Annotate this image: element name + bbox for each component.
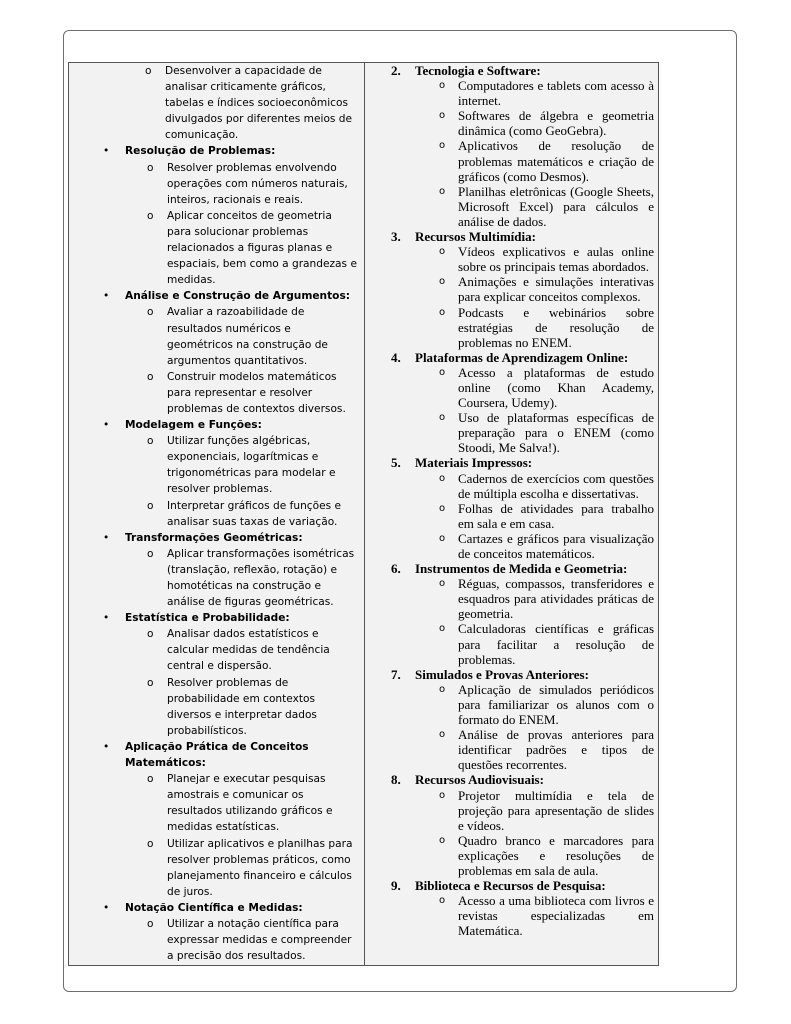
section-item — [73, 530, 358, 610]
sub-bullet-icon: o — [439, 834, 446, 846]
item-text: Computadores e tablets com acesso à internet. — [458, 78, 654, 109]
section-heading: Instrumentos de Medida e Geometria: — [415, 561, 628, 577]
list-item — [365, 108, 654, 138]
item-text: Calculadoras científicas e gráficas para facilitar a resolução de problemas. — [458, 621, 654, 667]
item-text: Planejar e executar pesquisas amostrais e comunicar os resultados utilizando gráficos e medidas estatísticas. — [167, 773, 333, 834]
list-item — [125, 836, 358, 900]
item-text: Resolver problemas envolvendo operações com números naturais, inteiros, racionais e reais. — [167, 161, 348, 206]
item-text: Softwares de álgebra e geometria dinâmica (como GeoGebra). — [458, 108, 654, 139]
sub-list — [365, 576, 654, 667]
section-heading: Plataformas de Aprendizagem Online: — [415, 349, 629, 365]
sub-list — [365, 365, 654, 456]
item-text: Uso de plataformas específicas de preparação para o ENEM (como Stoodi, Me Salva!). — [458, 410, 654, 456]
list-item — [365, 78, 654, 108]
item-text: Interpretar gráficos de funções e analisar suas taxas de variação. — [167, 499, 342, 528]
section-item — [73, 417, 358, 530]
list-item — [365, 833, 654, 878]
item-text: Cadernos de exercícios com questões de múltipla escolha e dissertativas. — [458, 470, 654, 501]
sub-bullet-icon: o — [439, 366, 446, 378]
list-item — [365, 244, 654, 274]
section-number: 5. — [391, 455, 401, 471]
document-table — [68, 62, 659, 966]
sub-list — [125, 771, 358, 900]
list-item — [365, 576, 654, 621]
item-text: Acesso a plataformas de estudo online (como Khan Academy, Coursera, Udemy). — [458, 364, 654, 411]
item-text: Resolver problemas de probabilidade em contextos diversos e interpretar dados probabilísticos. — [167, 676, 317, 737]
right-column — [365, 63, 658, 965]
list-item — [125, 771, 358, 835]
section-number: 8. — [391, 772, 401, 788]
sub-list — [125, 433, 358, 530]
section-item — [73, 143, 358, 288]
sub-bullet-icon: o — [147, 435, 154, 448]
section-heading: Recursos Audiovisuais: — [415, 772, 544, 788]
left-column — [69, 63, 365, 965]
section-heading: Transformações Geométricas: — [125, 531, 303, 544]
bullet-icon: • — [103, 290, 110, 303]
section-number: 6. — [391, 561, 401, 577]
sub-bullet-icon: o — [147, 837, 154, 850]
sub-bullet-icon: o — [439, 246, 446, 258]
sub-bullet-icon: o — [439, 729, 446, 741]
list-item — [365, 305, 654, 350]
numbered-section — [365, 772, 654, 878]
list-item — [365, 274, 654, 304]
numbered-section — [365, 667, 654, 773]
sub-bullet-icon: o — [145, 65, 152, 77]
sub-bullet-icon: o — [439, 110, 446, 122]
sub-bullet-icon: o — [147, 676, 154, 689]
item-text: Analisar dados estatísticos e calcular medidas de tendência central e dispersão. — [167, 628, 330, 673]
numbered-section — [365, 878, 654, 938]
section-number: 7. — [391, 666, 401, 682]
section-heading: Recursos Multimídia: — [415, 229, 536, 245]
item-text: Utilizar funções algébricas, exponenciais, logarítmicas e trigonométricas para modelar e resolver problemas. — [167, 435, 336, 496]
list-item — [365, 410, 654, 455]
sub-bullet-icon: o — [147, 161, 154, 174]
section-heading: Biblioteca e Recursos de Pesquisa: — [415, 878, 606, 894]
sub-list — [365, 471, 654, 562]
sub-bullet-icon: o — [147, 917, 154, 930]
numbered-section — [365, 561, 654, 667]
list-item — [73, 63, 358, 143]
item-text: Planilhas eletrônicas (Google Sheets, Microsoft Excel) para cálculos e análise de dados. — [458, 183, 654, 229]
item-text: Construir modelos matemáticos para representar e resolver problemas de contextos diversos. — [167, 370, 346, 415]
list-item — [365, 682, 654, 727]
item-text: Utilizar a notação científica para expressar medidas e compreender a precisão dos resultados. — [167, 917, 352, 963]
bullet-icon: • — [103, 740, 110, 753]
list-item — [365, 365, 654, 410]
item-text: Avaliar a razoabilidade de resultados numéricos e geométricos na construção de argumentos quantitativos. — [167, 306, 328, 367]
section-item — [73, 900, 358, 964]
sub-bullet-icon: o — [439, 472, 446, 484]
sub-list — [365, 244, 654, 350]
list-item — [125, 916, 358, 964]
list-item — [125, 433, 358, 497]
section-item — [73, 288, 358, 417]
item-text: Vídeos explicativos e aulas online sobre os principais temas abordados. — [458, 244, 654, 275]
sub-bullet-icon: o — [439, 185, 446, 197]
sub-bullet-icon: o — [147, 370, 154, 383]
numbered-section — [365, 455, 654, 561]
sub-list — [125, 304, 358, 417]
list-item — [125, 304, 358, 368]
item-text: Utilizar aplicativos e planilhas para resolver problemas práticos, como planejamento financeiro e cálculos de juros. — [167, 837, 353, 898]
section-heading: Resolução de Problemas: — [125, 145, 276, 158]
list-item — [365, 184, 654, 229]
section-heading: Tecnologia e Software: — [415, 63, 541, 78]
sub-bullet-icon: o — [439, 895, 446, 907]
item-text: Aplicar transformações isométricas (translação, reflexão, rotação) e homotéticas na construção e análise de figuras geométricas. — [167, 547, 355, 609]
list-item — [125, 160, 358, 208]
sub-bullet-icon: o — [439, 502, 446, 514]
list-item — [365, 471, 654, 501]
section-heading: Análise e Construção de Argumentos: — [125, 290, 350, 303]
section-number: 2. — [391, 63, 401, 78]
sub-list — [125, 916, 358, 964]
sub-bullet-icon: o — [439, 412, 446, 424]
list-item — [365, 138, 654, 183]
section-heading: Simulados e Provas Anteriores: — [415, 666, 589, 682]
list-item — [365, 788, 654, 833]
sub-list — [125, 546, 358, 610]
continued-list — [73, 63, 358, 143]
numbered-section — [365, 229, 654, 350]
sub-list — [365, 78, 654, 229]
section-number: 9. — [391, 878, 401, 894]
section-number: 4. — [391, 349, 401, 365]
item-text: Cartazes e gráficos para visualização de conceitos matemáticos. — [458, 530, 654, 561]
list-item — [125, 498, 358, 530]
numbered-section — [365, 63, 654, 229]
item-text: Quadro branco e marcadores para explicações e resoluções de problemas em sala de aula. — [458, 832, 654, 878]
list-item — [125, 208, 358, 288]
sub-list — [125, 160, 358, 289]
left-section-list — [73, 143, 358, 964]
list-item — [125, 675, 358, 739]
list-item — [365, 531, 654, 561]
sub-bullet-icon: o — [147, 773, 154, 786]
sub-bullet-icon: o — [147, 209, 154, 222]
bullet-icon: • — [103, 145, 110, 158]
item-text: Acesso a uma biblioteca com livros e revistas especializadas em Matemática. — [458, 893, 654, 939]
list-item — [365, 501, 654, 531]
item-text: Podcasts e webinários sobre estratégias de resolução de problemas no ENEM. — [458, 304, 654, 350]
list-item — [125, 546, 358, 610]
right-section-list — [365, 63, 654, 938]
list-item — [365, 893, 654, 938]
sub-bullet-icon: o — [439, 623, 446, 635]
list-item — [365, 727, 654, 772]
bullet-icon: • — [103, 612, 110, 625]
sub-list — [125, 626, 358, 739]
section-heading: Aplicação Prática de Conceitos Matemáticos: — [125, 740, 309, 770]
item-text: Réguas, compassos, transferidores e esquadros para atividades práticas de geometria. — [458, 576, 654, 622]
sub-bullet-icon: o — [147, 628, 154, 641]
sub-bullet-icon: o — [147, 306, 154, 319]
section-item — [73, 739, 358, 900]
sub-bullet-icon: o — [439, 578, 446, 590]
sub-list — [365, 788, 654, 879]
item-text: Projetor multimídia e tela de projeção para apresentação de slides e vídeos. — [458, 787, 654, 833]
section-heading: Notação Científica e Medidas: — [125, 901, 303, 914]
sub-bullet-icon: o — [439, 683, 446, 695]
item-text: Animações e simulações interativas para explicar conceitos complexos. — [458, 274, 654, 305]
sub-bullet-icon: o — [439, 140, 446, 152]
bullet-icon: • — [103, 531, 110, 544]
item-text: Aplicação de simulados periódicos para familiarizar os alunos com o formato do ENEM. — [458, 681, 654, 728]
sub-list — [365, 682, 654, 773]
item-text: Análise de provas anteriores para identificar padrões e tipos de questões recorrentes. — [458, 727, 654, 773]
numbered-section — [365, 350, 654, 456]
sub-bullet-icon: o — [439, 306, 446, 318]
item-text: Desenvolver a capacidade de analisar criticamente gráficos, tabelas e índices socioeconômicos divulgados por diferentes meios de comunicação. — [165, 65, 353, 142]
list-item — [125, 369, 358, 417]
sub-list — [365, 893, 654, 938]
item-text: Aplicativos de resolução de problemas matemáticos e criação de gráficos (como Desmos). — [458, 138, 654, 184]
section-heading: Estatística e Probabilidade: — [125, 612, 290, 625]
sub-bullet-icon: o — [147, 547, 154, 560]
section-item — [73, 610, 358, 739]
sub-bullet-icon: o — [439, 789, 446, 801]
sub-bullet-icon: o — [439, 80, 446, 92]
sub-bullet-icon: o — [147, 499, 154, 512]
item-text: Folhas de atividades para trabalho em sala e em casa. — [458, 500, 654, 531]
bullet-icon: • — [103, 419, 110, 432]
list-item — [365, 621, 654, 666]
section-heading: Modelagem e Funções: — [125, 419, 262, 432]
section-heading: Materiais Impressos: — [415, 455, 533, 471]
item-text: Aplicar conceitos de geometria para solucionar problemas relacionados a figuras planas e espaciais, bem como a grandezas e medidas. — [167, 209, 357, 287]
section-number: 3. — [391, 229, 401, 245]
sub-bullet-icon: o — [439, 276, 446, 288]
list-item — [125, 626, 358, 674]
bullet-icon: • — [103, 901, 110, 914]
sub-bullet-icon: o — [439, 532, 446, 544]
